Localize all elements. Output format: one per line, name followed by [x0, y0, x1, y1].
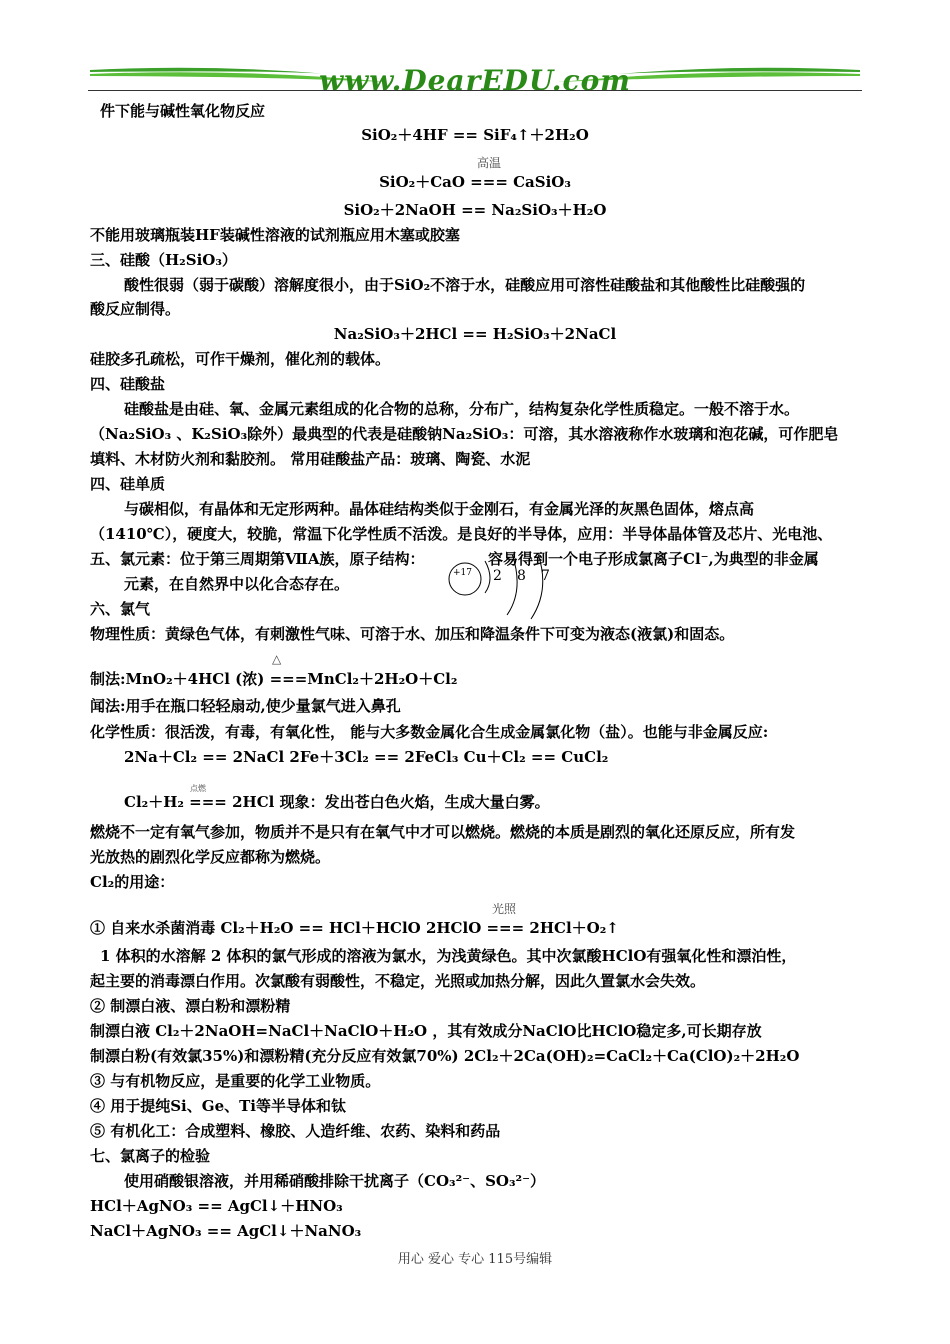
section-heading: 六、氯气 [90, 600, 151, 618]
header-rule [88, 90, 862, 91]
section-heading: 四、硅单质 [90, 475, 166, 493]
list-item: ④ 用于提纯Si、Ge、Ti等半导体和钛 [90, 1097, 346, 1115]
text-line: 酸反应制得。 [90, 300, 181, 318]
text-line: 硅胶多孔疏松，可作干燥剂，催化剂的载体。 [90, 350, 391, 368]
text-line: （1410℃），硬度大，较脆，常温下化学性质不活泼。是良好的半导体，应用：半导体晶体管及芯片、光电池、 [90, 525, 833, 543]
text-line: 化学性质：很活泼，有毒，有氧化性， 能与大多数金属化合生成金属氯化物（盐）。也能与非金属反应: [90, 723, 769, 741]
shell-electrons: 7 [541, 568, 550, 584]
equation: SiO₂＋4HF == SiF₄↑＋2H₂O [361, 126, 589, 144]
equation: Na₂SiO₃＋2HCl == H₂SiO₃＋2NaCl [333, 325, 617, 343]
text-line: 制漂白液 Cl₂＋2NaOH=NaCl＋NaClO＋H₂O ，其有效成分NaClO比HClO稳定多,可长期存放 [90, 1022, 762, 1040]
section-heading: 七、氯离子的检验 [90, 1147, 211, 1165]
text-line: 光放热的剧烈化学反应都称为燃烧。 [90, 848, 331, 866]
section-heading: 四、硅酸盐 [90, 375, 166, 393]
text-line: 使用硝酸银溶液，并用稀硝酸排除干扰离子（CO₃²⁻、SO₃²⁻） [124, 1172, 546, 1190]
condition-note: △ [272, 652, 282, 666]
text-line: 容易得到一个电子形成氯离子Cl⁻,为典型的非金属 [488, 550, 819, 568]
text-line: 不能用玻璃瓶装HF装碱性溶液的试剂瓶应用木塞或胶塞 [90, 226, 460, 244]
condition-note: 光照 [492, 902, 517, 916]
site-header [88, 60, 862, 96]
text-line: （Na₂SiO₃ 、K₂SiO₃除外）最典型的代表是硅酸钠Na₂SiO₃：可溶，其水溶液称作水玻璃和泡花碱，可作肥皂 [90, 425, 839, 443]
text-line: 1 体积的水溶解 2 体积的氯气形成的溶液为氯水，为浅黄绿色。其中次氯酸HClO有强氧化性和漂泊性， [100, 947, 797, 965]
equation: 制法:MnO₂＋4HCl (浓) ===MnCl₂＋2H₂O＋Cl₂ [90, 670, 458, 688]
text-line: Cl₂的用途： [90, 873, 175, 891]
page-footer: 用心 爱心 专心 115号编辑 [397, 1252, 553, 1267]
text-line: 闻法:用手在瓶口轻轻扇动,使少量氯气进入鼻孔 [90, 697, 401, 715]
text-line: 制漂白粉(有效氯35%)和漂粉精(充分反应有效氯70%) 2Cl₂＋2Ca(OH)₂=CaCl₂＋Ca(ClO)₂＋2H₂O [90, 1047, 800, 1065]
equation: SiO₂＋CaO === CaSiO₃ [379, 173, 571, 191]
list-item: ② 制漂白液、漂白粉和漂粉精 [90, 997, 291, 1015]
list-item: ③ 与有机物反应，是重要的化学工业物质。 [90, 1072, 381, 1090]
condition-note: 点燃 [190, 784, 206, 793]
equation: ① 自来水杀菌消毒 Cl₂＋H₂O == HCl＋HClO 2HClO === 2HCl＋O₂↑ [90, 919, 619, 937]
text-line: 物理性质：黄绿色气体，有刺激性气味、可溶于水、加压和降温条件下可变为液态(液氯)和固态。 [90, 625, 735, 643]
text-line: 起主要的消毒漂白作用。次氯酸有弱酸性，不稳定，光照或加热分解，因此久置氯水会失效。 [90, 972, 706, 990]
equation: Cl₂＋H₂ === 2HCl 现象：发出苍白色火焰，生成大量白雾。 [124, 793, 550, 811]
text-line: 酸性很弱（弱于碳酸）溶解度很小，由于SiO₂不溶于水，硅酸应用可溶性硅酸盐和其他酸性比硅酸强的 [124, 276, 806, 294]
section-heading: 三、硅酸（H₂SiO₃） [90, 251, 237, 269]
equation: NaCl＋AgNO₃ == AgCl↓＋NaNO₃ [90, 1222, 362, 1240]
text-line: 硅酸盐是由硅、氧、金属元素组成的化合物的总称，分布广，结构复杂化学性质稳定。一般不溶于水。 [124, 400, 800, 418]
shell-electrons: 2 [493, 568, 502, 584]
condition-note: 高温 [477, 156, 502, 170]
text-line: 与碳相似，有晶体和无定形两种。晶体硅结构类似于金刚石，有金属光泽的灰黑色固体，熔点高 [124, 500, 755, 518]
text-line: 件下能与碱性氧化物反应 [100, 102, 266, 120]
text-line: 燃烧不一定有氧气参加，物质并不是只有在氧气中才可以燃烧。燃烧的本质是剧烈的氧化还原反应，所有发 [90, 823, 796, 841]
nucleus-label: +17 [453, 568, 472, 578]
equation: SiO₂＋2NaOH == Na₂SiO₃＋H₂O [343, 201, 607, 219]
text-line: 五、氯元素：位于第三周期第ⅦA族，原子结构： [90, 550, 425, 568]
shell-electrons: 8 [517, 568, 526, 584]
site-logo: www.DearEDU.com [319, 64, 631, 97]
list-item: ⑤ 有机化工：合成塑料、橡胶、人造纤维、农药、染料和药品 [90, 1122, 501, 1140]
text-line: 填料、木材防火剂和黏胶剂。 常用硅酸盐产品：玻璃、陶瓷、水泥 [90, 450, 531, 468]
equation: HCl＋AgNO₃ == AgCl↓＋HNO₃ [90, 1197, 343, 1215]
equation: 2Na＋Cl₂ == 2NaCl 2Fe＋3Cl₂ == 2FeCl₃ Cu＋Cl₂ == CuCl₂ [124, 748, 609, 766]
text-line: 元素，在自然界中以化合态存在。 [124, 575, 350, 593]
